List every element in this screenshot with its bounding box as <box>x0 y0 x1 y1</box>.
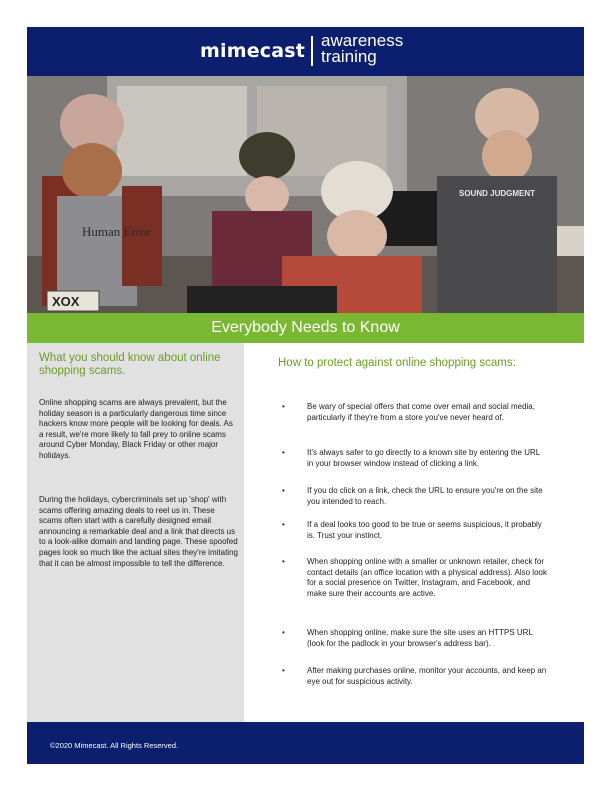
list-item-text: If you do click on a link, check the URL to ensure you're on the site you intended to reach. <box>307 486 543 506</box>
hero-photo <box>27 76 584 313</box>
bullet-icon: • <box>282 628 285 637</box>
copyright-text: ©2020 Mimecast. All Rights Reserved. <box>50 741 179 750</box>
banner-title: Everybody Needs to Know <box>211 319 400 336</box>
list-item-text: After making purchases online, monitor your accounts, and keep an eye out for suspicious activity. <box>307 666 547 686</box>
hero-photo-illustration <box>27 76 584 313</box>
product-name <box>321 33 403 65</box>
list-item-text: When shopping online with a smaller or unknown retailer, check for contact details (an office location with a physical address). Also look for a social presence on Twitter, Instagram, and Facebook, and make sure their accounts are active. <box>307 557 547 598</box>
left-paragraph-1: Online shopping scams are always prevalent, but the holiday season is a particularly dangerous time since hackers know more people will be looking for deals. As a result, we're more likely to fall prey to online scams around Cyber Monday, Black Friday or other major holidays. <box>39 398 233 460</box>
list-item-text: Be wary of special offers that come over email and social media, particularly if they're from a store you've never heard of. <box>307 402 535 422</box>
bullet-icon: • <box>282 666 285 675</box>
shirt-text-sound-judgment: SOUND JUDGMENT <box>459 189 536 198</box>
brand-logo: mimecast <box>200 40 306 62</box>
logo-divider <box>311 36 313 66</box>
list-item-text: If a deal looks too good to be true or seems suspicious, it probably is. Trust your instinct. <box>307 520 542 540</box>
product-name-line2: training <box>321 47 377 66</box>
list-item-text: It's always safer to go directly to a known site by entering the URL in your browser window instead of clicking a link. <box>307 448 540 468</box>
right-heading: How to protect against online shopping scams: <box>278 357 516 369</box>
xox-game-box: XOX <box>52 294 80 309</box>
bullet-icon: • <box>282 486 285 495</box>
bullet-icon: • <box>282 402 285 411</box>
bullet-icon: • <box>282 557 285 566</box>
header-bar <box>27 27 584 76</box>
bullet-icon: • <box>282 448 285 457</box>
list-item-text: When shopping online, make sure the site uses an HTTPS URL (look for the padlock in your browser's address bar). <box>307 628 533 648</box>
shirt-text-human-error: Human Error <box>82 224 151 239</box>
bullet-icon: • <box>282 520 285 529</box>
product-name-line1: awareness <box>321 31 404 50</box>
banner <box>27 313 584 343</box>
left-paragraph-2: During the holidays, cybercriminals set up 'shop' with scams offering amazing deals to reel us in. These scams often start with a carefully designed email announcing a remarkable deal and a link that directs us to a look-alike domain and landing page. These spoofed pages look so much like the actual sites they're imitating that it can be almost impossible to tell the difference. <box>39 495 238 568</box>
left-heading: What you should know about online shopping scams. <box>39 352 221 377</box>
